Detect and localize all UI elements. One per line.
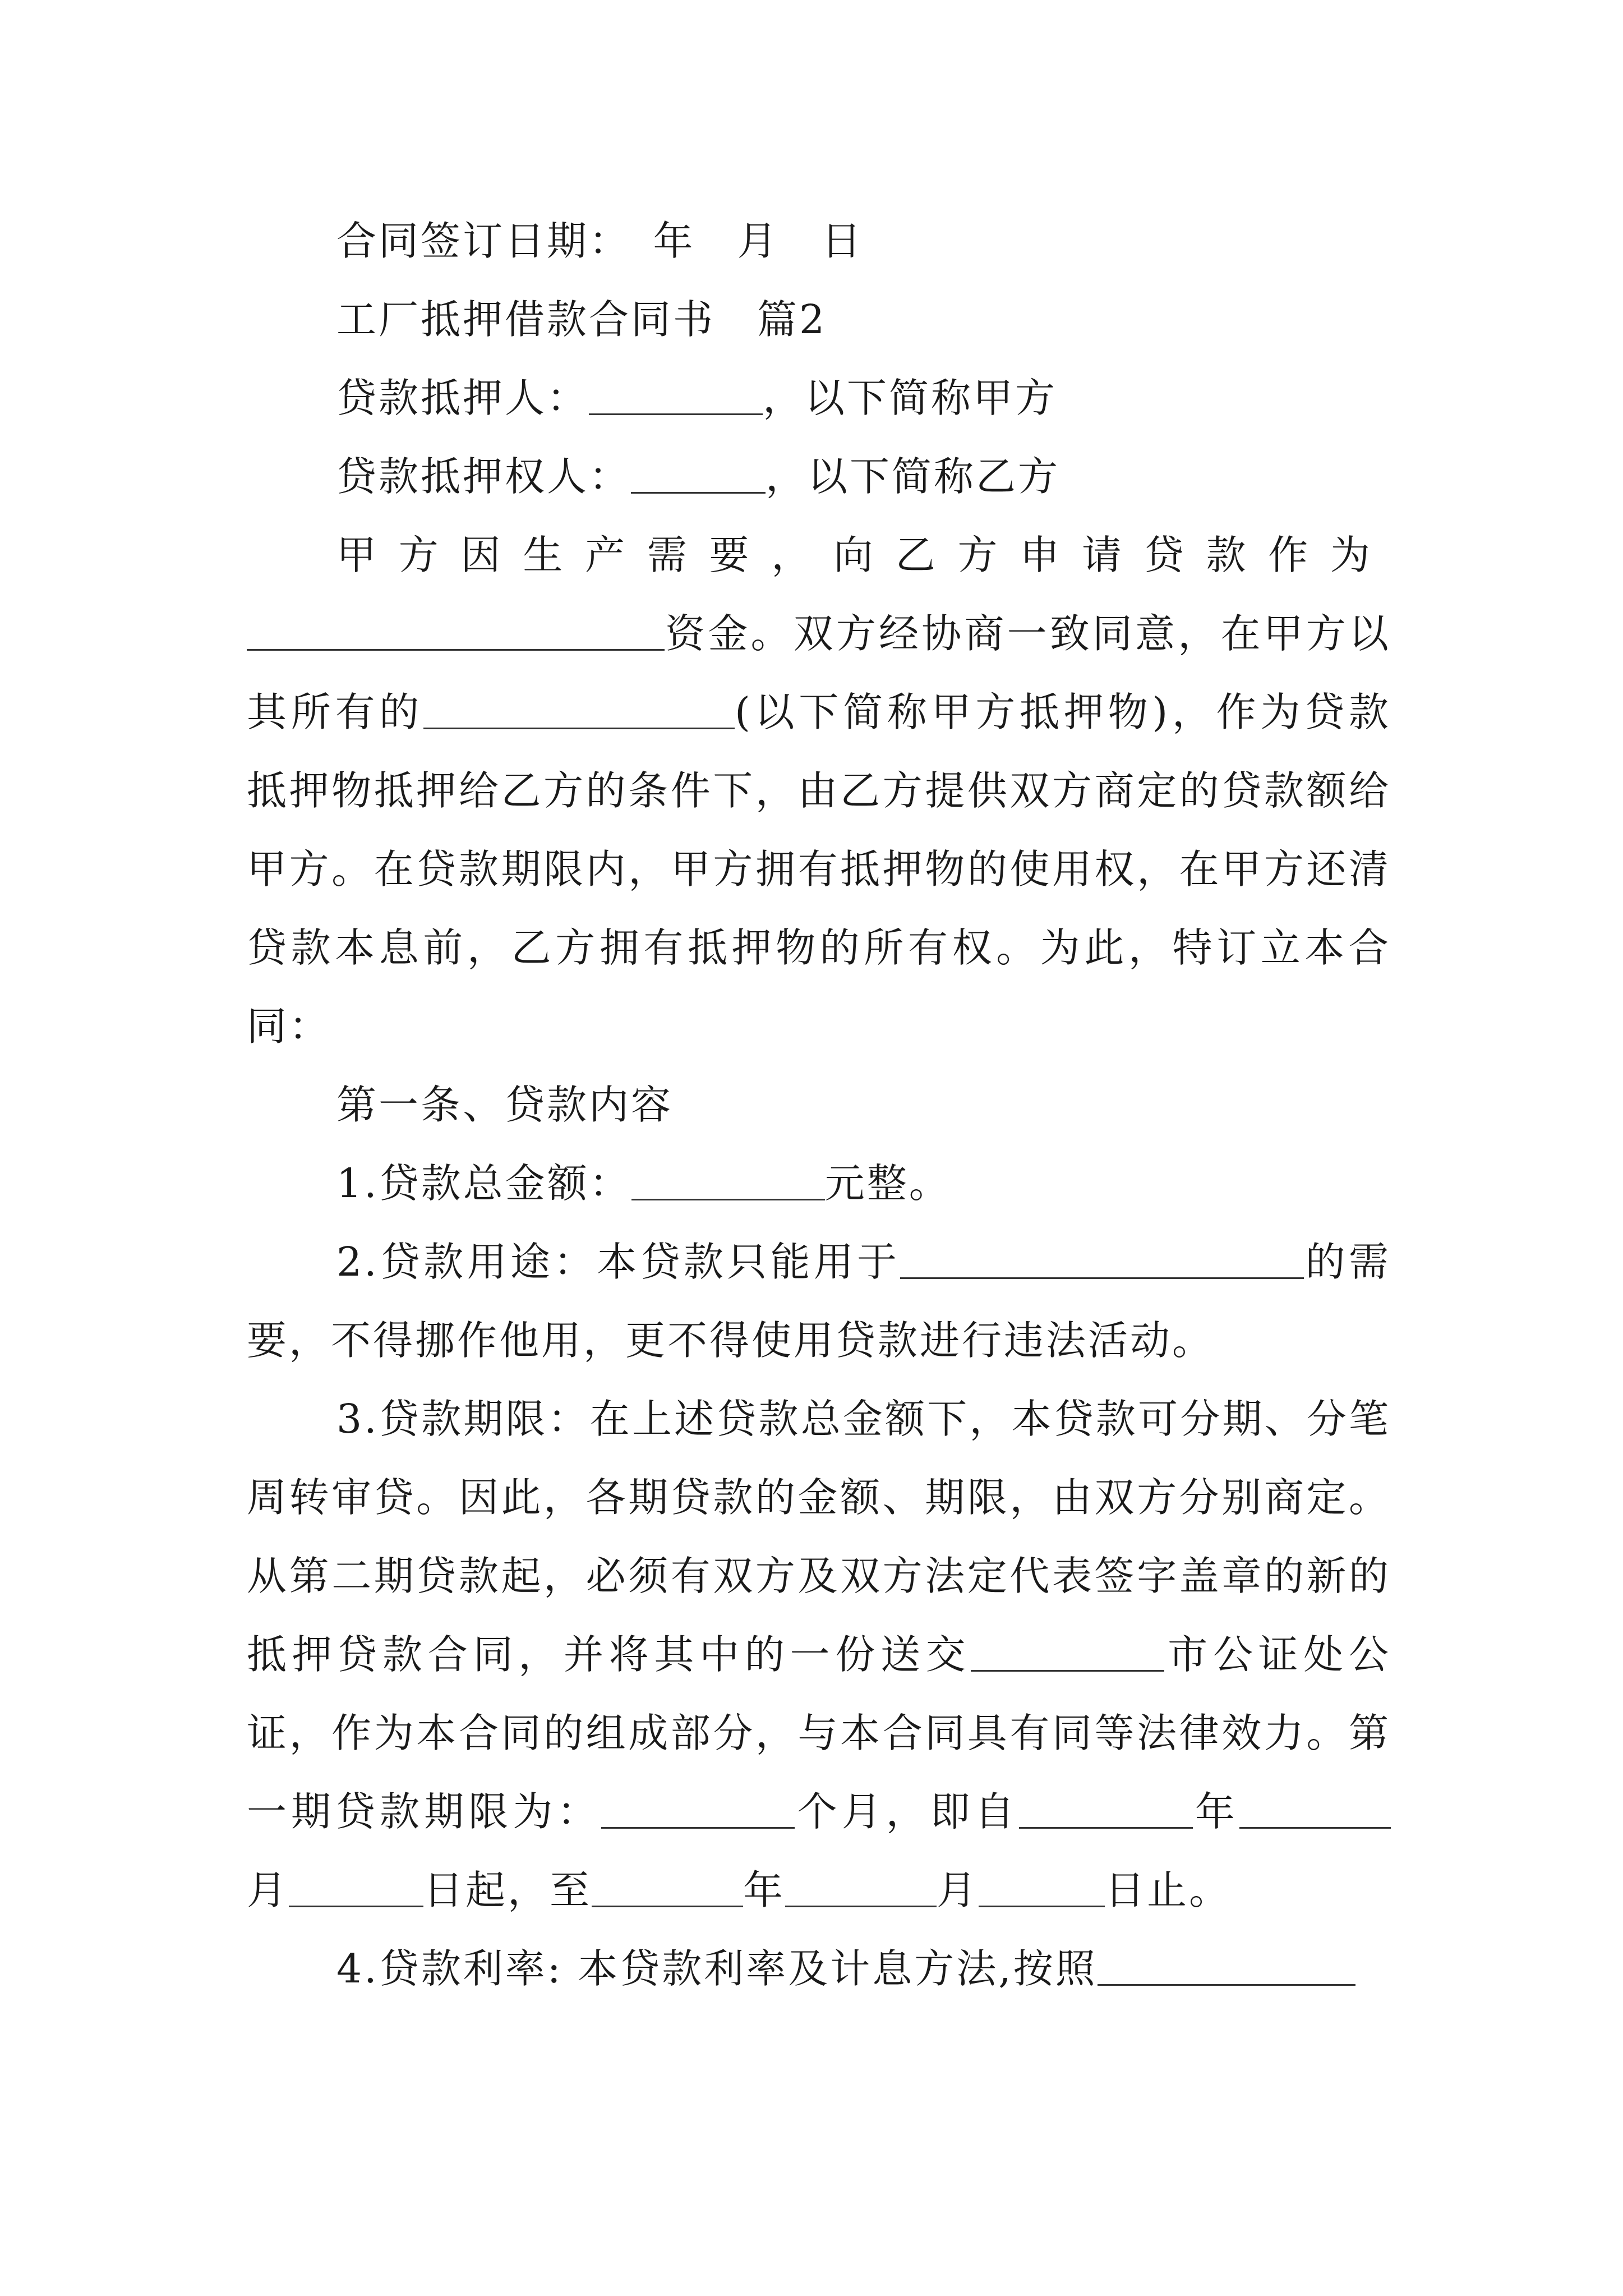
article-1-heading: 第一条、贷款内容 xyxy=(336,1082,674,1128)
item-2-label: 2.贷款用途：本贷款只能用于 xyxy=(336,1239,901,1285)
end-year-blank xyxy=(592,1866,743,1907)
item-1-label: 1.贷款总金额： xyxy=(336,1160,631,1207)
start-day-blank xyxy=(289,1866,423,1907)
end-day-label: 日 xyxy=(1105,1867,1147,1913)
start-year-blank xyxy=(1019,1788,1193,1829)
mortgagee-blank xyxy=(631,453,766,494)
item-4-line xyxy=(247,1930,1391,2008)
loan-use-blank xyxy=(900,1238,1304,1279)
item-3-paragraph xyxy=(247,1380,1391,1930)
mortgagee-suffix: ，以下简称乙方 xyxy=(766,453,1061,500)
end-year-label: 年 xyxy=(743,1867,786,1913)
mortgagor-blank xyxy=(589,374,763,415)
end-month-label: 月 xyxy=(937,1867,979,1913)
end-day-blank xyxy=(979,1866,1105,1907)
intro-paragraph xyxy=(247,595,1391,1066)
mortgagee-line xyxy=(247,438,1391,516)
start-year-label: 年 xyxy=(1192,1788,1239,1835)
item-3-text: 3.贷款期限：在上述贷款总金额下，本贷款可分期、分笔周转审贷。因此，各期贷款的金额、期限，由双方分别商定。从第二期贷款起，必须有双方及双方法定代表签字盖章的新的抵押贷款合同，并将其中的一份送交 xyxy=(247,1396,1391,1678)
item-1-suffix: 元整。 xyxy=(824,1160,951,1207)
start-day-label: 日起，至 xyxy=(423,1867,592,1913)
mortgagee-label: 贷款抵押权人： xyxy=(336,453,631,500)
loan-months-blank xyxy=(601,1788,795,1829)
item-2-suffix: 的需要，不得挪作他用，更不得使用贷款进行违法活动。 xyxy=(247,1239,1391,1364)
intro-head-line: 甲方因生产需要，向乙方申请贷款作为 xyxy=(336,532,1391,578)
mortgagor-label: 贷款抵押人： xyxy=(336,375,589,421)
period-end-text: 止。 xyxy=(1147,1867,1232,1913)
item-3-months-text: 个月，即自 xyxy=(795,1788,1019,1835)
collateral-blank xyxy=(423,688,735,729)
mortgagor-suffix: ，以下简称甲方 xyxy=(763,375,1058,421)
fund-purpose-blank xyxy=(247,610,665,651)
item-1-line xyxy=(247,1144,1391,1223)
document-title: 工厂抵押借款合同书 篇2 xyxy=(336,296,827,343)
sign-date-line: 合同签订日期： 年 月 日 xyxy=(336,218,864,264)
start-month-label: 月 xyxy=(247,1867,289,1913)
interest-basis-blank xyxy=(1098,1945,1355,1986)
loan-amount-blank xyxy=(631,1159,825,1200)
mortgagor-line xyxy=(247,359,1391,438)
item-2-paragraph xyxy=(247,1223,1391,1380)
intro-text-2: (以下简称甲方抵押物)，作为贷款抵押物抵押给乙方的条件下，由乙方提供双方商定的贷款额给甲方。在贷款期限内，甲方拥有抵押物的使用权，在甲方还清贷款本息前，乙方拥有抵押物的所有权。为此，特订立本合同： xyxy=(247,689,1391,1050)
document-body xyxy=(247,202,1391,2008)
notary-city-blank xyxy=(971,1631,1164,1672)
start-month-blank xyxy=(1239,1788,1391,1829)
item-3-city-text: 市公证处公证，作为本合同的组成部分，与本合同具有同等法律效力。第一期贷款期限为： xyxy=(247,1631,1391,1835)
end-month-blank xyxy=(785,1866,937,1907)
item-4-text: 4.贷款利率: 本贷款利率及计息方法,按照 xyxy=(336,1945,1098,1992)
intro-text-1: 资金。双方经协商一致同意，在甲方以其所有的 xyxy=(247,610,1391,735)
